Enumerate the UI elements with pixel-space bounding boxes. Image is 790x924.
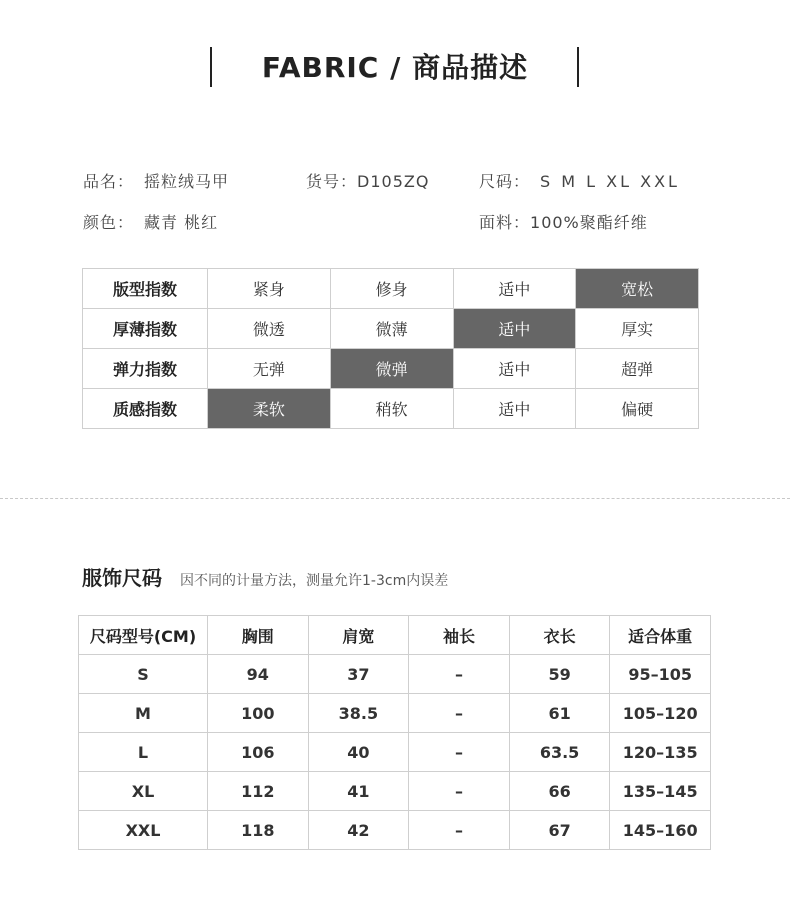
- fabric-index-row-label: 厚薄指数: [83, 309, 208, 349]
- size-chart-cell: 118: [208, 811, 309, 850]
- size-chart-cell: 106: [208, 733, 309, 772]
- size-chart-header: 肩宽: [308, 616, 409, 655]
- size-chart-cell: 40: [308, 733, 409, 772]
- size-chart-cell: S: [79, 655, 208, 694]
- size-chart-cell: L: [79, 733, 208, 772]
- fabric-index-row: [83, 269, 699, 309]
- fabric-index-option: 适中: [453, 269, 576, 309]
- size-chart-note: 因不同的计量方法，测量允许1-3cm内误差: [180, 573, 449, 589]
- size-chart-cell: 67: [509, 811, 610, 850]
- size-chart-row: [79, 694, 711, 733]
- size-chart-row: [79, 655, 711, 694]
- product-sizes: [479, 169, 680, 192]
- product-sizes-label: 尺码：: [479, 172, 531, 191]
- size-chart-cell: XXL: [79, 811, 208, 850]
- size-chart-cell: 120–135: [610, 733, 711, 772]
- fabric-index-row-label: 弹力指数: [83, 349, 208, 389]
- size-chart-cell: 112: [208, 772, 309, 811]
- title-right-bar: [577, 47, 579, 87]
- size-chart-table: [78, 615, 711, 850]
- fabric-index-option-selected: 微弹: [330, 349, 453, 389]
- product-sizes-value: S M L XL XXL: [540, 172, 680, 191]
- size-chart-cell: 37: [308, 655, 409, 694]
- size-chart-cell: 145–160: [610, 811, 711, 850]
- size-chart-cell: 38.5: [308, 694, 409, 733]
- product-colors: [83, 210, 218, 233]
- size-chart-cell: 105–120: [610, 694, 711, 733]
- fabric-index-option: 紧身: [208, 269, 331, 309]
- product-material-value: 100%聚酯纤维: [530, 213, 648, 232]
- size-chart-cell: 63.5: [509, 733, 610, 772]
- fabric-index-option: 适中: [453, 349, 576, 389]
- size-chart-cell: –: [409, 694, 510, 733]
- fabric-index-option-selected: 宽松: [576, 269, 699, 309]
- size-chart-cell: 42: [308, 811, 409, 850]
- fabric-index-option: 微薄: [330, 309, 453, 349]
- product-sku: [306, 169, 429, 192]
- fabric-index-table: [82, 268, 699, 429]
- fabric-index-option-selected: 适中: [453, 309, 576, 349]
- fabric-index-row: [83, 349, 699, 389]
- fabric-index-row: [83, 309, 699, 349]
- section-divider: [0, 498, 790, 499]
- fabric-index-row-label: 版型指数: [83, 269, 208, 309]
- size-chart-cell: M: [79, 694, 208, 733]
- fabric-index-option: 适中: [453, 389, 576, 429]
- fabric-index-option: 偏硬: [576, 389, 699, 429]
- product-material: [479, 210, 648, 233]
- fabric-index-option: 无弹: [208, 349, 331, 389]
- title-left-bar: [210, 47, 212, 87]
- size-chart-cell: 61: [509, 694, 610, 733]
- size-chart-cell: XL: [79, 772, 208, 811]
- size-chart-header: 衣长: [509, 616, 610, 655]
- size-chart-cell: 135–145: [610, 772, 711, 811]
- size-chart-cell: –: [409, 772, 510, 811]
- product-colors-label: 颜色：: [83, 213, 135, 232]
- fabric-index-option: 超弹: [576, 349, 699, 389]
- size-chart-cell: 41: [308, 772, 409, 811]
- product-sku-value: D105ZQ: [357, 172, 430, 191]
- size-chart-header: 胸围: [208, 616, 309, 655]
- fabric-index-option: 修身: [330, 269, 453, 309]
- size-chart-cell: 100: [208, 694, 309, 733]
- fabric-index-option-selected: 柔软: [208, 389, 331, 429]
- fabric-index-option: 稍软: [330, 389, 453, 429]
- size-chart-cell: 66: [509, 772, 610, 811]
- product-colors-value: 藏青 桃红: [144, 213, 219, 232]
- size-chart-cell: –: [409, 733, 510, 772]
- size-chart-cell: 94: [208, 655, 309, 694]
- product-sku-label: 货号：: [306, 172, 358, 191]
- size-chart-row: [79, 733, 711, 772]
- size-chart-cell: 95–105: [610, 655, 711, 694]
- product-name-label: 品名：: [83, 172, 135, 191]
- size-chart-header: 适合体重: [610, 616, 711, 655]
- fabric-index-option: 微透: [208, 309, 331, 349]
- page-title: FABRIC / 商品描述: [261, 51, 529, 84]
- size-chart-header: 尺码型号(CM): [79, 616, 208, 655]
- product-name: [83, 169, 229, 192]
- fabric-index-row-label: 质感指数: [83, 389, 208, 429]
- size-chart-row: [79, 772, 711, 811]
- fabric-index-option: 厚实: [576, 309, 699, 349]
- product-material-label: 面料：: [479, 213, 531, 232]
- size-chart-cell: –: [409, 655, 510, 694]
- fabric-index-row: [83, 389, 699, 429]
- product-name-value: 摇粒绒马甲: [144, 172, 230, 191]
- size-chart-cell: 59: [509, 655, 610, 694]
- size-chart-cell: –: [409, 811, 510, 850]
- size-chart-header: 袖长: [409, 616, 510, 655]
- size-chart-row: [79, 811, 711, 850]
- size-chart-title: 服饰尺码: [82, 566, 162, 590]
